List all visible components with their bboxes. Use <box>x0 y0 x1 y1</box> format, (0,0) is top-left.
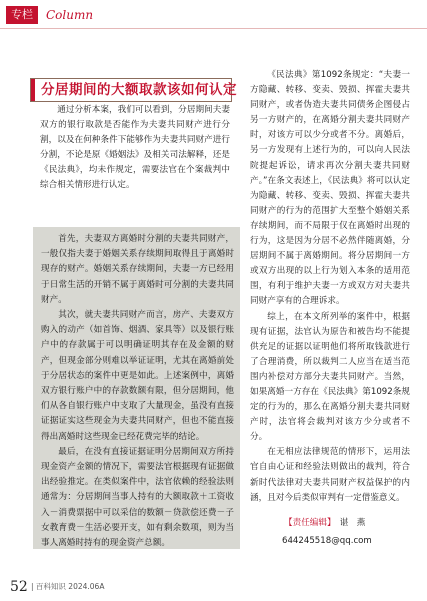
section-name: Column <box>46 8 94 22</box>
editor-name: 谌 燕 <box>339 518 366 528</box>
panel-paragraph: 其次，就夫妻共同财产而言，房产、夫妻双方购入的动产（如首饰、烟酒、家具等）以及银行账户中的存款属于可以明确证明其存在及金额的财产，但现金部分则难以举证证明，尤其在离婚前处于分居状态的案件中更是如此。上述案例中，离婚双方银行账户中的存款数额有限，但分居期间，他们从各自银行账户中支取了大量现金，虽没有直接证据证实这些现金为夫妻共同财产，但也不能直接得出离婚时这些现金已经花费完毕的结论。 <box>41 310 234 442</box>
article-title: 分居期间的大额取款该如何认定 <box>41 82 237 98</box>
intro-paragraph: 通过分析本案，我们可以看到，分居期间夫妻双方的银行取款是否能作为夫妻共同财产进行分割，以及在何种条件下能够作为夫妻共同财产进行分割，不论是原《婚姻法》及相关司法解释，还是《民法典》，均未作规定，需要法官在个案裁判中综合相关情形进行认定。 <box>40 105 230 191</box>
section-tag: 专栏 <box>6 6 38 24</box>
page-header <box>0 0 427 32</box>
right-column <box>250 68 410 506</box>
right-paragraph: 《民法典》第1092条规定：“夫妻一方隐藏、转移、变卖、毁损、挥霍夫妻共同财产，或者伪造夫妻共同债务企图侵占另一方财产的，在离婚分割夫妻共同财产时，对该方可以少分或者不分。离婚后，另一方发现有上述行为的，可以向人民法院提起诉讼，请求再次分割夫妻共同财产。”在条文表述上，《民法典》将可以认定为隐藏、转移、变卖、毁损、挥霍夫妻共同财产的行为的范围扩大至整个婚姻关系存续期间，而不局限于仅在离婚时出现的行为，这是因为分居不必然伴随离婚，分居期间不属于离婚期间。将分居期间一方或双方出现的以上行为划入本条的适用范围，有利于维护夫妻一方或双方对夫妻共同财产享有的合理诉求。 <box>250 70 410 307</box>
editor-email: 644245518@qq.com <box>282 536 372 546</box>
editor-label: 【责任编辑】 <box>284 518 336 528</box>
magazine-issue: | 百科知识 2024.06A <box>31 582 105 591</box>
article-title-box <box>30 78 237 102</box>
intro-text <box>40 103 230 194</box>
header-divider <box>0 28 427 29</box>
panel-paragraph: 最后，在没有直接证据证明分居期间双方所持现金资产金额的情况下，需要法官根据现有证据做出经验推定。在类似案件中，法官依赖的经验法则通常为：分居期间当事人持有的大额取款＋工资收入－消费票据中可以采信的数额－贷款偿还费－子女教育费－生活必要开支，如有剩余数项，则为当事人离婚时持有的现金资产总额。 <box>41 446 234 549</box>
magazine-name: 百科知识 2024.06A <box>35 582 105 591</box>
right-paragraph: 综上，在本文所列举的案件中，根据现有证据，法官认为原告和被告均不能提供充足的证据以证明他们将所取钱款进行了合理消费，所以裁判二人应当在适当范围内补偿对方部分夫妻共同财产。当然，如果离婚一方存在《民法典》第1092条规定的行为的，那么在离婚分割夫妻共同财产时，法官将会裁判对该方少分或者不分。 <box>250 311 410 443</box>
right-paragraph: 在无相应法律规范的情形下，运用法官自由心证和经验法则做出的裁判，符合新时代法律对夫妻共同财产权益保护的内涵，且对今后类似审判有一定借鉴意义。 <box>250 447 410 503</box>
analysis-panel-text <box>41 232 234 551</box>
page-number: 52 <box>10 579 28 595</box>
title-accent-bar <box>31 79 35 101</box>
editor-credit <box>284 516 365 531</box>
panel-paragraph: 首先，夫妻双方离婚时分割的夫妻共同财产，一般仅指夫妻于婚姻关系存续期间取得且于离婚时现存的财产。婚姻关系存续期间，夫妻一方已经用于日常生活的开销不属于离婚时可分割的夫妻共同财产。 <box>41 234 234 305</box>
